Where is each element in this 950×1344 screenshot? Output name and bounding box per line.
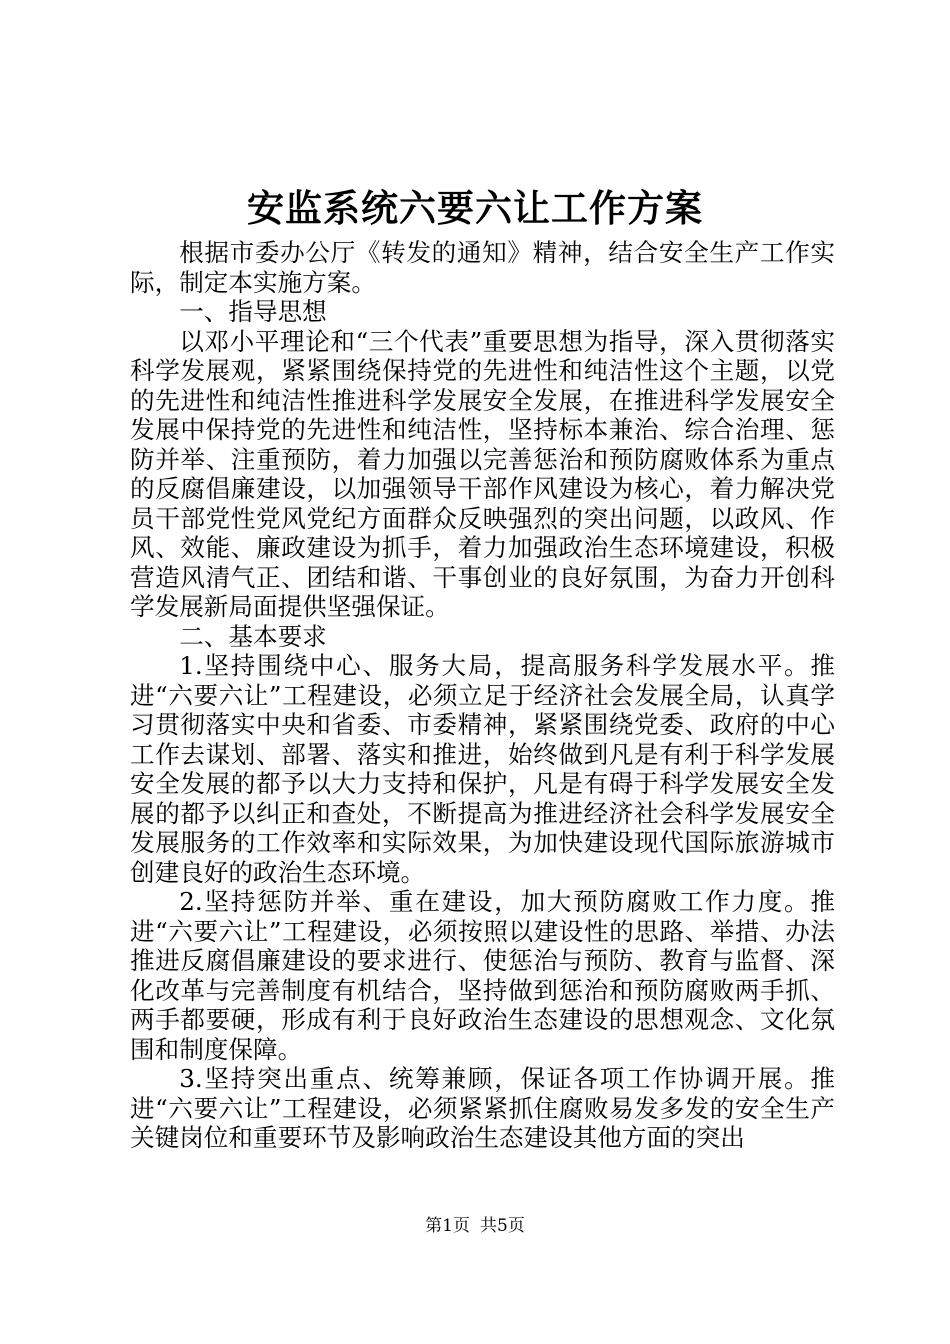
document-title: 安监系统六要六让工作方案 xyxy=(247,186,703,230)
paragraph-intro: 根据市委办公厅《转发的通知》精神，结合安全生产工作实际，制定本实施方案。 xyxy=(130,238,835,297)
section-heading-basic-requirements: 二、基本要求 xyxy=(179,621,327,651)
paragraph-guiding-thought: 以邓小平理论和“三个代表”重要思想为指导，深入贯彻落实科学发展观，紧紧围绕保持党的先进性和纯洁性这个主题，以党的先进性和纯洁性推进科学发展安全发展，在推进科学发展安全发展中保持党的先进性和纯洁性，坚持标本兼治、综合治理、惩防并举、注重预防，着力加强以完善惩治和预防腐败体系为重点的反腐倡廉建设，以加强领导干部作风建设为核心，着力解决党员干部党性党风党纪方面群众反映强烈的突出问题，以政风、作风、效能、廉政建设为抓手，着力加强政治生态环境建设，积极营造风清气正、团结和谐、干事创业的良好氛围，为奋力开创科学发展新局面提供坚强保证。 xyxy=(130,326,835,621)
paragraph-requirement-1: 1.坚持围绕中心、服务大局，提高服务科学发展水平。推进“六要六让”工程建设，必须立足于经济社会发展全局，认真学习贯彻落实中央和省委、市委精神，紧紧围绕党委、政府的中心工作去谋划、部署、落实和推进，始终做到凡是有利于科学发展安全发展的都予以大力支持和保护，凡是有碍于科学发展安全发展的都予以纠正和查处，不断提高为推进经济社会科学发展安全发展服务的工作效率和实际效果，为加快建设现代国际旅游城市创建良好的政治生态环境。 xyxy=(130,651,835,887)
paragraph-requirement-2: 2.坚持惩防并举、重在建设，加大预防腐败工作力度。推进“六要六让”工程建设，必须按照以建设性的思路、举措、办法推进反腐倡廉建设的要求进行、使惩治与预防、教育与监督、深化改革与完善制度有机结合，坚持做到惩治和预防腐败两手抓、两手都要硬，形成有利于良好政治生态建设的思想观念、文化氛围和制度保障。 xyxy=(130,887,835,1064)
document-body xyxy=(130,238,835,1153)
page-footer xyxy=(0,1214,950,1238)
section-heading-guiding-thought: 一、指导思想 xyxy=(179,297,327,326)
paragraph-requirement-3: 3.坚持突出重点、统筹兼顾，保证各项工作协调开展。推进“六要六让”工程建设，必须紧紧抓住腐败易发多发的安全生产关键岗位和重要环节及影响政治生态建设其他方面的突出 xyxy=(130,1064,835,1152)
page-number: 第1页 xyxy=(425,1216,470,1236)
page-total: 共5页 xyxy=(480,1216,525,1236)
